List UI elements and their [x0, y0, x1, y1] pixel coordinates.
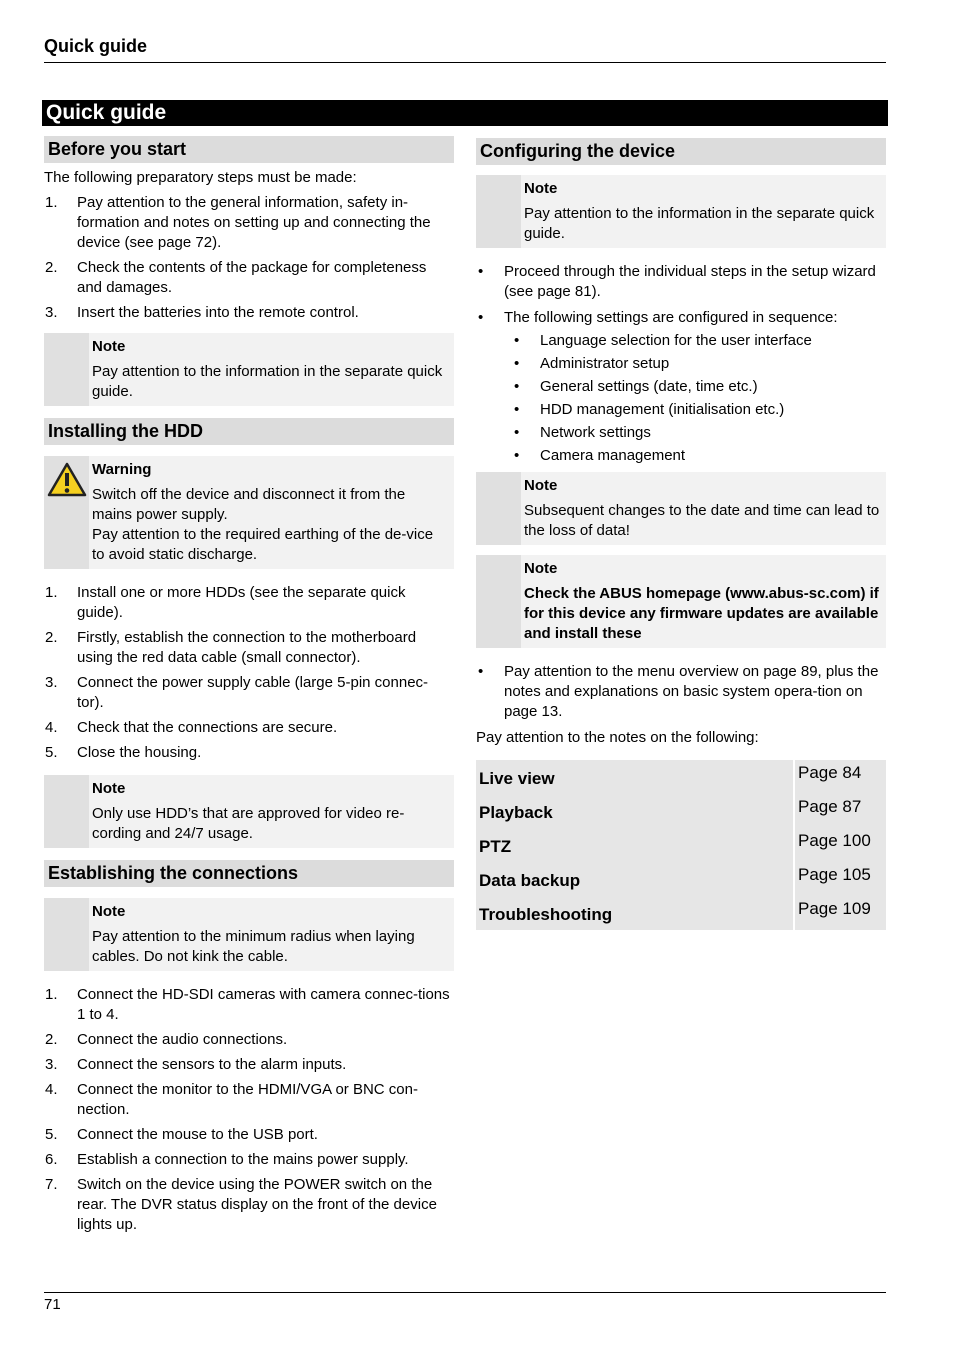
intro-text: The following preparatory steps must be made:	[44, 169, 357, 186]
footer-rule	[44, 1292, 886, 1293]
list-item: • General settings (date, time etc.)	[514, 378, 758, 395]
table-row: Data backup Page 105	[476, 862, 886, 896]
list-item: 3. Insert the batteries into the remote control.	[45, 304, 359, 321]
list-item: 4. Check that the connections are secure.	[45, 719, 338, 736]
list-item: 5. Connect the mouse to the USB port.	[45, 1126, 318, 1143]
list-item: 1. Pay attention to the general information, safety in-formation and notes on setting up and connecting the device (see page 72).	[45, 194, 431, 251]
note-box	[44, 333, 454, 406]
hdd-steps-list	[44, 583, 454, 763]
note-text: Pay attention to the information in the separate quick guide.	[524, 205, 875, 242]
note-title: Note	[524, 477, 558, 494]
list-item: 1. Install one or more HDDs (see the separate quick guide).	[45, 584, 406, 621]
note-text: Subsequent changes to the date and time can lead to the loss of data!	[524, 502, 880, 539]
list-item: 7. Switch on the device using the POWER switch on the rear. The DVR status display on the front of the device lights up.	[45, 1176, 437, 1233]
section-heading-installing-hdd: Installing the HDD	[44, 418, 454, 445]
list-item: • The following settings are configured in sequence: • Language selection for the user interface • Administrator setup • General settings (date, time etc.) • HDD management (initialisation etc.) • Network settings • Camera management	[476, 308, 886, 466]
overview-bullets	[476, 662, 886, 722]
page-number: 71	[44, 1296, 61, 1313]
section-heading-before-you-start: Before you start	[44, 136, 454, 163]
list-item: • Network settings	[514, 424, 651, 441]
note-title: Note	[524, 560, 558, 577]
note-box	[44, 898, 454, 971]
list-item: 6. Establish a connection to the mains power supply.	[45, 1151, 409, 1168]
note-text: Pay attention to the information in the separate quick guide.	[92, 363, 443, 400]
list-item: 2. Connect the audio connections.	[45, 1031, 288, 1048]
warning-text-2: Pay attention to the required earthing of the de-vice to avoid static discharge.	[92, 526, 434, 563]
note-gutter	[44, 775, 89, 848]
running-header: Quick guide	[44, 36, 148, 56]
note-box	[44, 775, 454, 848]
note-box	[476, 175, 886, 248]
list-item: 1. Connect the HD-SDI cameras with camera connec-tions 1 to 4.	[45, 986, 450, 1023]
table-row: Troubleshooting Page 109	[476, 896, 886, 930]
note-text: Pay attention to the minimum radius when laying cables. Do not kink the cable.	[92, 928, 415, 965]
note-title: Note	[524, 180, 558, 197]
list-item: 2. Check the contents of the package for completeness and damages.	[45, 259, 427, 296]
note-text: Only use HDD’s that are approved for video re-cording and 24/7 usage.	[92, 805, 405, 842]
note-text: Check the ABUS homepage (www.abus-sc.com) if for this device any firmware updates are available and install these	[524, 585, 879, 642]
list-item: • Camera management	[514, 447, 686, 464]
reference-table	[476, 760, 886, 930]
list-item: • Pay attention to the menu overview on page 89, plus the notes and explanations on basic system opera-tion on page 13.	[478, 663, 879, 720]
warning-title: Warning	[92, 461, 152, 478]
note-box	[476, 555, 886, 648]
warning-icon	[47, 462, 87, 498]
note-box	[476, 472, 886, 545]
list-item: 2. Firstly, establish the connection to the motherboard using the red data cable (small connector).	[45, 629, 417, 666]
warning-box	[44, 456, 454, 569]
list-item: • HDD management (initialisation etc.)	[514, 401, 785, 418]
refs-intro: Pay attention to the notes on the following:	[476, 729, 759, 746]
warning-text-1: Switch off the device and disconnect it from the mains power supply.	[92, 486, 406, 523]
preparatory-steps-list	[44, 193, 454, 323]
list-item: • Proceed through the individual steps in the setup wizard (see page 81).	[478, 263, 876, 300]
list-item: • Language selection for the user interface	[514, 332, 812, 349]
page-title: Quick guide	[42, 100, 888, 126]
list-item: 5. Close the housing.	[45, 744, 202, 761]
note-gutter	[476, 175, 521, 248]
table-row: PTZ Page 100	[476, 828, 886, 862]
table-row: Live view Page 84	[476, 760, 886, 794]
settings-list	[504, 331, 886, 466]
note-title: Note	[92, 780, 126, 797]
note-title: Note	[92, 903, 126, 920]
section-heading-configuring: Configuring the device	[476, 138, 886, 165]
note-gutter	[44, 898, 89, 971]
right-column	[476, 138, 886, 930]
connection-steps-list	[44, 985, 454, 1235]
list-item: 3. Connect the sensors to the alarm inputs.	[45, 1056, 347, 1073]
table-row: Playback Page 87	[476, 794, 886, 828]
list-item: 3. Connect the power supply cable (large 5-pin connec-tor).	[45, 674, 429, 711]
header-rule	[44, 62, 886, 63]
list-item: 4. Connect the monitor to the HDMI/VGA or BNC con-nection.	[45, 1081, 418, 1118]
configuring-bullets	[476, 262, 886, 466]
list-item: • Administrator setup	[514, 355, 670, 372]
section-heading-connections: Establishing the connections	[44, 860, 454, 887]
note-title: Note	[92, 338, 126, 355]
note-gutter	[476, 555, 521, 648]
note-gutter	[44, 333, 89, 406]
note-gutter	[476, 472, 521, 545]
left-column	[44, 136, 454, 1240]
